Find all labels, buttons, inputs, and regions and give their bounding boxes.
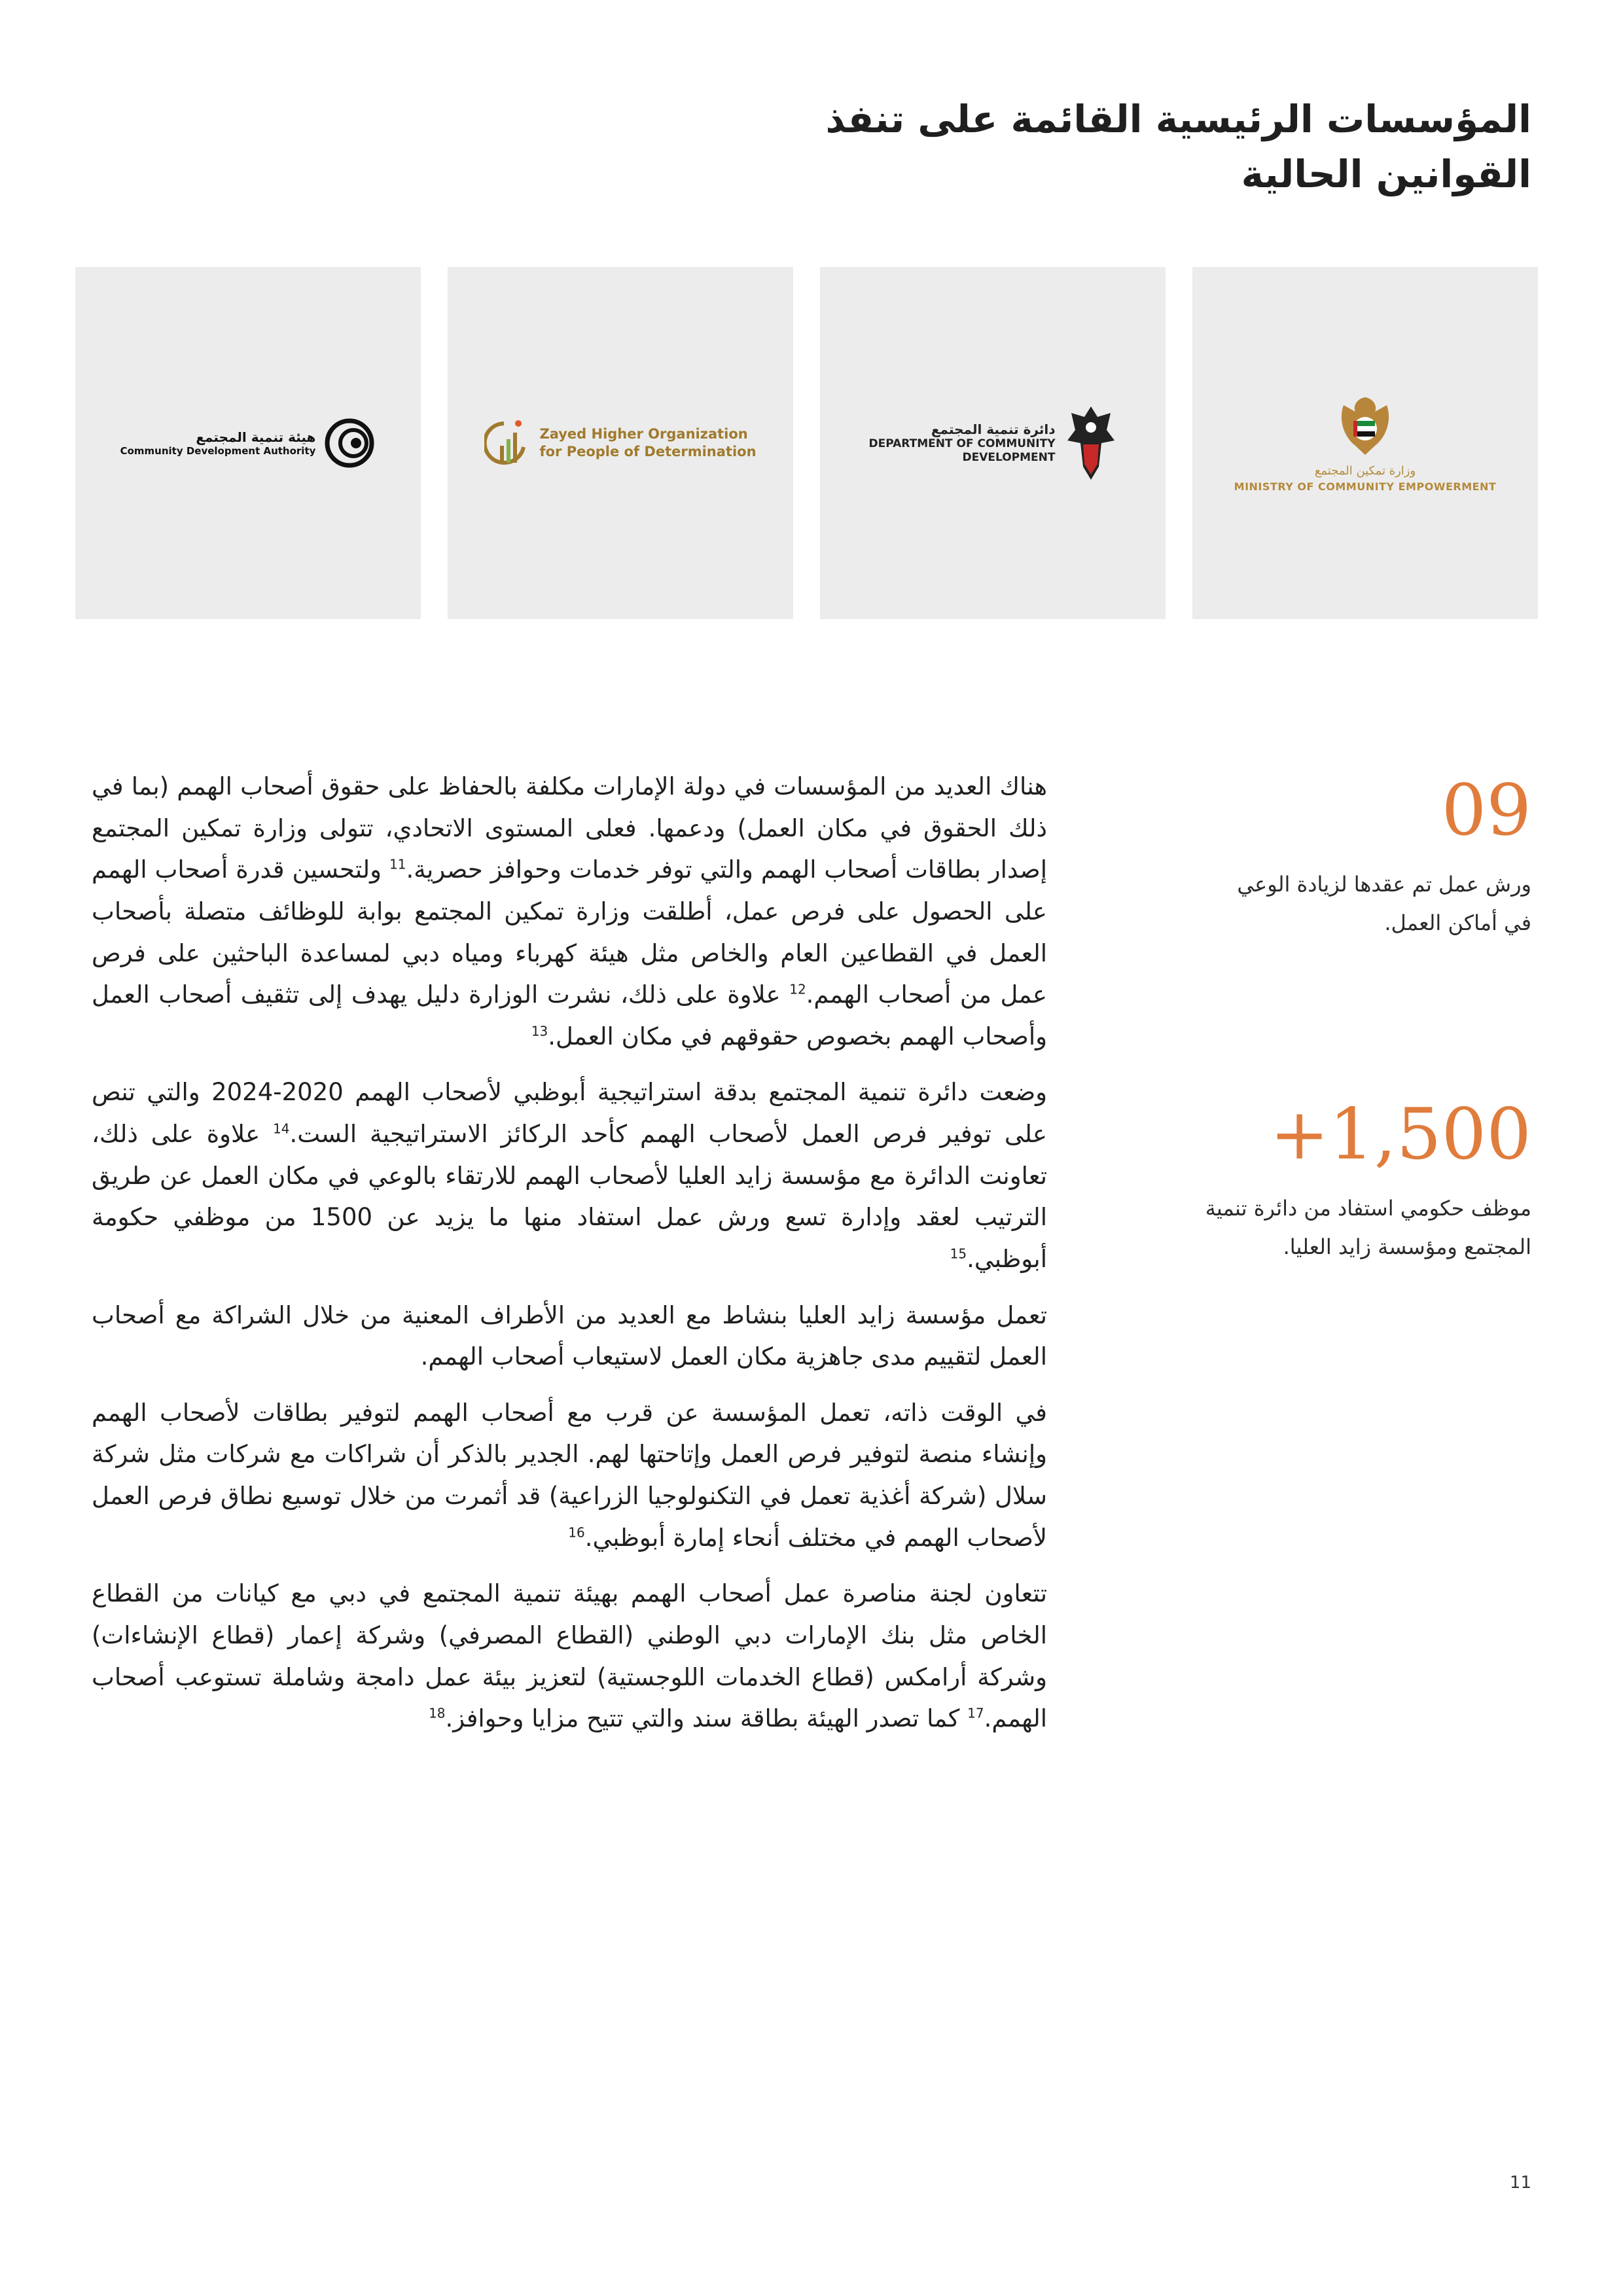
footnote-ref: 17 [967,1705,984,1721]
paragraph: في الوقت ذاته، تعمل المؤسسة عن قرب مع أصحاب الهمم لتوفير بطاقات لأصحاب الهمم وإنشاء منصة لتوفير فرص العمل وإتاحتها لهم. الجدير بالذكر أن شراكات مع شركات مثل شركة سلال (شركة أغذية تعمل في التكنولوجيا الزراعية) قد أثمرت من خلال توسيع نطاق فرص العمل لأصحاب الهمم في مختلف أنحاء إمارة أبوظبي.$^{16}$ [92,1398,1047,1552]
cda-english-name: Community Development Authority [120,445,316,457]
footnote-ref: 15 [950,1246,967,1262]
footnote-ref: 16 [568,1524,585,1541]
cda-arabic-name: هيئة تنمية المجتمع [196,429,316,445]
page-title: المؤسسات الرئيسية القائمة على تنفذ القوانين الحالية [825,97,1531,197]
footnote-ref: 13 [531,1023,548,1039]
logo-card-moce [1192,267,1538,619]
footnote-ref: 14 [273,1121,290,1137]
logo-card-dcd [820,267,1166,619]
paragraph: تعمل مؤسسة زايد العليا بنشاط مع العديد من الأطراف المعنية من خلال الشراكة مع أصحاب العمل لتقييم مدى جاهزية مكان العمل لاستيعاب أصحاب الهمم. [92,1300,1047,1371]
logo-card-cda [75,267,421,619]
logo-card-zho [448,267,793,619]
stat-label-workshops: ورش عمل تم عقدها لزيادة الوعي في أماكن العمل. [1237,872,1531,936]
paragraph: تتعاون لجنة مناصرة عمل أصحاب الهمم بهيئة تنمية المجتمع في دبي مع كيانات من القطاع الخاص مثل بنك الإمارات دبي الوطني (القطاع المصرفي) وشركة إعمار (قطاع الإنشاءات) وشركة أرامكس (قطاع الخدمات اللوجستية) لتعزيز بيئة عمل دامجة وشاملة تستوعب أصحاب الهمم.$^{17}$ كما تصدر الهيئة بطاقة سند والتي تتيح مزايا وحوافز.$^{18}$ [92,1579,1047,1733]
falcon-emblem-icon [1065,404,1117,482]
footnote-ref: 12 [789,981,806,997]
paragraph: وضعت دائرة تنمية المجتمع بدقة استراتيجية أبوظبي لأصحاب الهمم 2020-2024 والتي تنص على توفير فرص العمل لأصحاب الهمم كأحد الركائز الاستراتيجية الست.$^{14}$ علاوة على ذلك، تعاونت الدائرة مع مؤسسة زايد العليا لأصحاب الهمم للارتقاء بالوعي في مكان العمل عن طريق الترتيب لعقد وإدارة تسع ورش عمل استفاد منها ما يزيد عن 1500 من موظفي حكومة أبوظبي.$^{15}$ [92,1078,1047,1273]
dcd-english-line-2: DEVELOPMENT [962,451,1056,464]
stat-value-employees: +1,500 [1270,1094,1531,1175]
page-number: 11 [1509,2173,1531,2193]
dcd-arabic-name: دائرة تنمية المجتمع [931,421,1056,437]
cda-swirl-icon [323,417,376,469]
dcd-english-line-1: DEPARTMENT OF COMMUNITY [868,437,1056,450]
paragraph: هناك العديد من المؤسسات في دولة الإمارات مكلفة بالحفاظ على حقوق أصحاب الهمم (بما في ذلك الحقوق في مكان العمل) ودعمها. فعلى المستوى الاتحادي، تتولى وزارة تمكين المجتمع إصدار بطاقات أصحاب الهمم والتي توفر خدمات وحوافز حصرية.$^{11}$ ولتحسين قدرة أصحاب الهمم على الحصول على فرص عمل، أطلقت وزارة تمكين المجتمع بوابة للوظائف متصلة بأصحاب العمل في القطاعين العام والخاص مثل هيئة كهرباء ومياه دبي لمساعدة الباحثين على فرص عمل من أصحاب الهمم.$^{12}$ علاوة على ذلك، نشرت الوزارة دليل يهدف إلى تثقيف أصحاب العمل وأصحاب الهمم بخصوص حقوقهم في مكان العمل.$^{13}$ [92,772,1048,1050]
zho-english-name: Zayed Higher Organization for People of Determination [539,425,757,459]
zho-growth-icon [484,417,530,469]
moce-english-name: MINISTRY OF COMMUNITY EMPOWERMENT [1234,480,1497,493]
footnote-ref: 18 [429,1705,446,1721]
stat-label-employees: موظف حكومي استفاد من دائرة تنمية المجتمع ومؤسسة زايد العليا. [1205,1196,1531,1260]
footnote-ref: 11 [389,856,406,872]
uae-emblem-icon [1336,393,1395,459]
moce-arabic-name: وزارة تمكين المجتمع [1314,464,1416,478]
stat-value-workshops: 09 [1441,770,1531,852]
body-text [92,766,1047,1754]
